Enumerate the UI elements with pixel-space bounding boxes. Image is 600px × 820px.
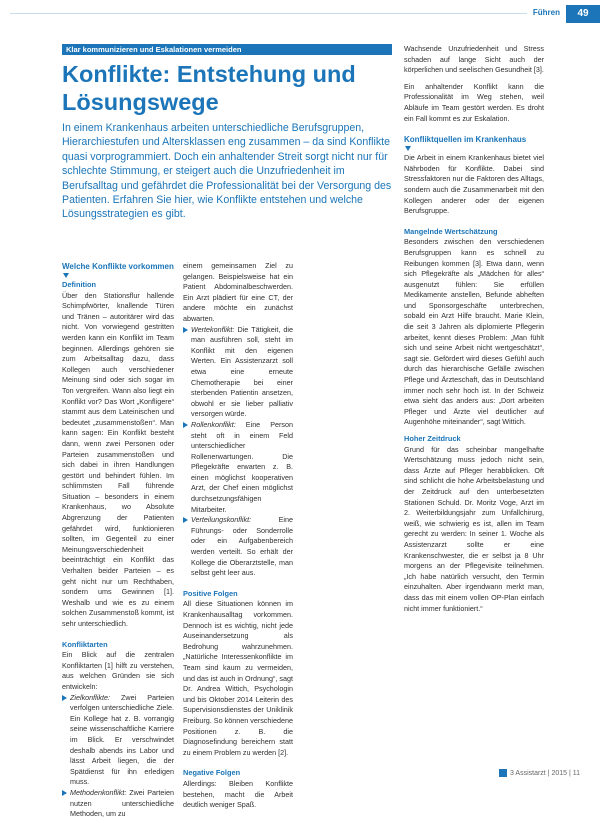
subheading-positive-folgen: Positive Folgen [183,588,238,598]
triangle-right-icon [183,327,188,333]
subheading-definition: Definition [62,280,97,289]
triangle-right-icon [62,790,67,796]
footer-text: 3 Assistarzt | 2015 | 11 [509,769,580,777]
paragraph: Grund für das scheinbar mangelhafte Wertschätzung muss jedoch nicht sein, dass Ärzte auf Pfleger herabblicken. Oft sind schlicht die hohe Arbeitsbelastung und der Zeitdruck auf den unterbesetzten Stationen Schuld. Dr. Moritz Voge, Arzt im 2. Weiterbildungsjahr zum Unfallchirurg, weiß, wie schwierig es ist, allen im Team gerecht zu werden: In seiner 1. Woche als Assistenzarzt sollte er eine Krankenschwester, die er selbst ja 8 Uhr morgens an der Pflegevisite teilnehmen. „Ich habe natürlich versucht, den Termin einzuhalten. Aber irgendwann merkt man, dass das mit einem vollen OP-Plan einfach nicht immer funktioniert.“ [404,444,544,613]
section-label: Führen [527,8,560,17]
paragraph: Über den Stationsflur hallende Schimpfwörter, knallende Türen und Tränen – autoritärer wird das nicht. Von vorwiegend gestritten werden kann ein Konflikt im Team beginnen. Allerdings gehören sie zum Arbeitsalltag dazu, dass Kollegen auch verschiedener Meinung sind oder sich sogar im Ton vergreifen. Wann also liegt ein Konflikt vor? Das Wort „Konfligere“ stammt aus dem Lateinischen und bedeutet „zusammenstoßen“. Man kann sagen: Ein Konflikt besteht dann, wenn zwei Personen oder Parteien zusammenstoßen und sich dabei in ihren Handlungen gestört und behindert fühlen. Im schlimmsten Fall führende Situation – besonders in einem Krankenhaus, wo Absolute Abgrenzung der Patienten gefährdet wird, funktionieren sollten, im Gegenteil zu einer Meinungsverschiedenheit beeinträchtigt ein Konflikt das Verhalten beider Parteien – es geht nicht nur um Rechthaben, sondern ums Gewinnen [1]. Weshalb und wie es zu einem solchen Zusammenstoß kommt, ist sehr unterschiedlich. [62,290,174,628]
paragraph: Besonders zwischen den verschiedenen Berufsgruppen kann es schnell zu Reibungen kommen [3]. Etwa dann, wenn sich Pflegekräfte als „Mädchen für alles“ ausgenutzt fühlen: Sie erfüllen Medikamente anstellen, Befunde abheften und Sponsorgeschäfte unterbrechen, sobald ein Arzt Hilfe braucht. Marie Klein, die seit 3 Jahren als diplomierte Pflegerin arbeitet, kennt dieses Problem: „Man fühlt sich und seine Arbeit nicht wertgeschätzt“, sagt sie. Gefördert wird dieses Gefühl auch durch das hierarchische Gefälle zwischen Pflege und Ärzteschaft, das in Deutschland immer noch sehr hoch ist. In der Schweiz etwa sieht das anders aus: „Dort arbeiten Pfleger und Ärzte viel deutlicher auf Augenhöhe miteinander“, sagt Wittich. [404,237,544,427]
header-rule [10,13,532,14]
triangle-down-icon [405,146,411,151]
page-header [0,8,600,20]
page-number: 49 [566,5,600,23]
title-line-2: Lösungswege [62,89,219,115]
footer-square-icon [499,769,507,777]
article-lead: In einem Krankenhaus arbeiten unterschiedliche Berufsgruppen, Hierarchiestufen und Altersklassen eng zusammen – da sind Konflikte quasi vorprogrammiert. Doch ein anhaltender Streit sorgt nicht nur für schlechte Stimmung, er steigert auch die Unzufriedenheit im Berufsalltag und gefährdet die Professionalität bei der Versorgung des Patienten. Erfahren Sie hier, wie Konflikte entstehen und welche Lösungsstrategien es gibt. [62,122,392,221]
list-item: Zielkonflikte: Zwei Parteien verfolgen unterschiedliche Ziele. Ein Kollege hat z. B. vorrangig seine wissenschaftliche Karriere im Blick. Er verschwindet deshalb abends ins Labor und lässt Arbeit liegen, die der Spätdienst für ihn erledigen muss. [62,693,174,788]
article-kicker: Klar kommunizieren und Eskalationen vermeiden [62,44,392,55]
triangle-down-icon [63,273,69,278]
section-heading: Konfliktquellen im Krankenhaus [404,135,527,145]
triangle-right-icon [183,517,188,523]
list-item: Rollenkonflikt: Eine Person steht oft in einem Feld unterschiedlicher Rollenerwartungen. Die Pflegekräfte erwarten z. B. einen möglichst kooperativen Arzt, der Chef einen möglichst durchsetzungsfähigen Mitarbeiter. [183,420,293,515]
list-item: Methodenkonflikt: Zwei Parteien nutzen unterschiedliche Methoden, um zu [62,788,174,820]
title-line-1: Konflikte: Entstehung und [62,61,356,87]
list-item: Wertekonflikt: Die Tätigkeit, die man ausführen soll, steht im Konflikt mit den eigenen Werten. Ein Assistenzarzt soll etwa eine erneute Chemotherapie bei einer sterbenden Patientin ansetzen, obwohl er sie lieber palliativ versorgen würde. [183,325,293,420]
paragraph: Allerdings: Bleiben Konflikte bestehen, macht die Arbeit deutlich weniger Spaß. [183,778,293,810]
subheading-konfliktarten: Konfliktarten [62,639,108,649]
paragraph: Wachsende Unzufriedenheit und Stress schaden auf lange Sicht auch der körperlichen und seelischen Gesundheit [3]. [404,44,544,75]
subheading-negative-folgen: Negative Folgen [183,768,241,778]
column-3 [404,44,544,614]
page-footer [499,769,580,777]
article-title [62,60,392,116]
column-2 [183,261,293,811]
column-1 [62,261,174,820]
paragraph: Ein Blick auf die zentralen Konfliktarten [1] hilft zu verstehen, aus welchen Gründen sie sich entwickeln: [62,650,174,691]
paragraph: All diese Situationen können im Krankenhausalltag vorkommen. Dennoch ist es wichtig, nicht jede Auseinandersetzung als Bedrohung wahrzunehmen. „Natürliche Interessenkonflikte im Team sind kaum zu vermeiden, und das ist auch in Ordnung“, sagt Dr. Andrea Wittich, Psychologin und bis Oktober 2014 Leiterin des Supervisionsdienstes der Uniklinik Freiburg. So können verschiedene Positionen z. B. die Diagnosefindung bereichern statt zu einem Problem zu werden [2]. [183,599,293,757]
section-heading: Welche Konflikte vorkommen [62,262,174,271]
conflict-type-list [62,693,174,820]
list-item: Verteilungskonflikt: Eine Führungs- oder Sonderrolle oder ein Aufgabenbereich werden verteilt. So erhält der Kollege die Oberarztstelle, man selbst geht leer aus. [183,515,293,579]
paragraph: Ein anhaltender Konflikt kann die Professionalität im Weg stehen, weil Abläufe im Team gestört werden. Es droht ein Fall kommt es zur Eskalation. [404,81,544,123]
subheading-wertschaetzung: Mangelnde Wertschätzung [404,226,498,236]
subheading-zeitdruck: Hoher Zeitdruck [404,434,461,443]
triangle-right-icon [62,695,67,701]
paragraph: einem gemeinsamen Ziel zu gelangen. Beispielsweise hat ein Patient Abdominalbeschwerden. Ein Arzt plädiert für eine CT, der andere möchte ein zunächst abwarten. [183,261,293,323]
paragraph: Die Arbeit in einem Krankenhaus bietet viel Nährboden für Konflikte. Dabei sind Stressfaktoren nur die Faktoren des Alltags, sondern auch die Zusammenarbeit mit den Kollegen anderer oder der eigenen Berufsgruppe. [404,153,544,216]
conflict-type-list-continued [183,325,293,579]
triangle-right-icon [183,422,188,428]
